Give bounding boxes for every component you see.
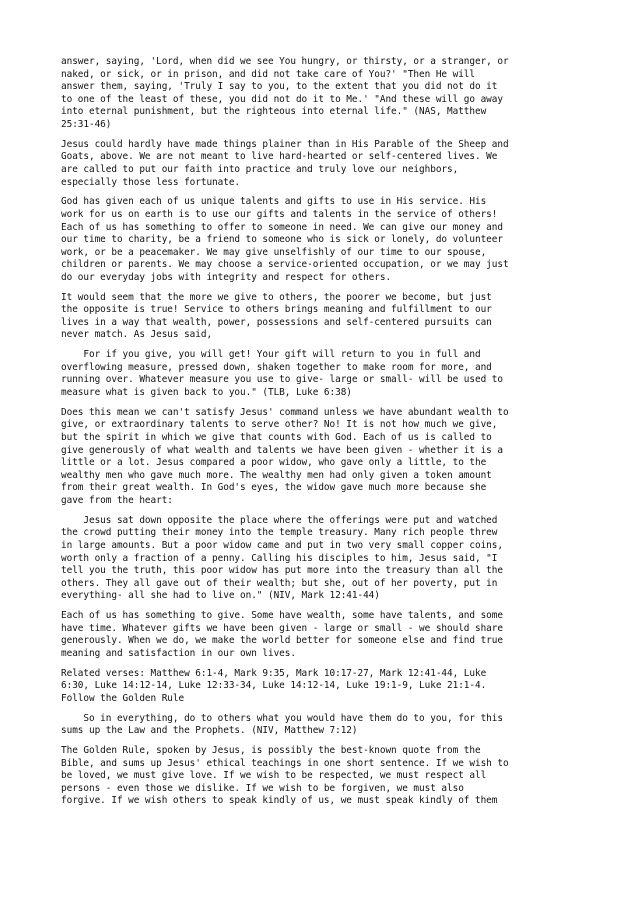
text-line: 6:30, Luke 14:12-14, Luke 12:33-34, Luke 14:12-14, Luke 19:1-9, Luke 21:1-4.	[61, 680, 487, 692]
text-line: running over. Whatever measure you use to give- large or small- will be used to	[61, 374, 503, 386]
text-line: Jesus could hardly have made things plainer than in His Parable of the Sheep and	[61, 138, 509, 150]
text-line: into eternal punishment, but the righteous into eternal life." (NAS, Matthew	[61, 106, 487, 118]
text-line: Each of us has something to give. Some have wealth, some have talents, and some	[61, 610, 503, 622]
text-line: the crowd putting their money into the temple treasury. Many rich people threw	[61, 527, 498, 539]
text-line: children or parents. We may choose a service-oriented occupation, or we may just	[61, 259, 509, 271]
text-line: answer them, saying, 'Truly I say to you, to the extent that you did not do it	[61, 81, 498, 93]
text-line: sums up the Law and the Prophets. (NIV, Matthew 7:12)	[61, 725, 358, 737]
text-line: answer, saying, 'Lord, when did we see You hungry, or thirsty, or a stranger, or	[61, 56, 509, 67]
text-line: naked, or sick, or in prison, and did not take care of You?' "Then He will	[61, 68, 475, 80]
text-line: give generously of what wealth and talents we have been given - whether it is a	[61, 444, 503, 456]
text-line: never match. As Jesus said,	[61, 329, 213, 341]
text-line: It would seem that the more we give to others, the poorer we become, but just	[61, 291, 492, 303]
text-line: forgive. If we wish others to speak kindly of us, we must speak kindly of them	[61, 795, 498, 807]
text-line: God has given each of us unique talents and gifts to use in His service. His	[61, 196, 487, 208]
text-line: So in everything, do to others what you would have them do to you, for this	[61, 712, 503, 724]
text-line: be loved, we must give love. If we wish to be respected, we must respect all	[61, 770, 487, 782]
text-line: persons - even those we dislike. If we wish to be forgiven, we must also	[61, 782, 464, 794]
paragraph-talents-gifts	[61, 196, 581, 284]
text-line: especially those less fortunate.	[61, 176, 241, 188]
text-line: from their great wealth. In God's eyes, the widow gave much more because she	[61, 482, 487, 494]
text-line: lives in a way that wealth, power, possessions and self-centered pursuits can	[61, 316, 492, 328]
text-line: give, or extraordinary talents to serve other? No! It is not how much we give,	[61, 419, 498, 431]
paragraph-parable-quote	[61, 56, 581, 132]
text-line: do our everyday jobs with integrity and respect for others.	[61, 271, 392, 283]
paragraph-related-verses	[61, 668, 581, 706]
text-line: meaning and satisfaction in our own lives.	[61, 647, 296, 659]
text-line: gave from the heart:	[61, 494, 173, 506]
text-line: wealthy men who gave much more. The wealthy men had only given a token amount	[61, 469, 492, 481]
text-line: The Golden Rule, spoken by Jesus, is possibly the best-known quote from the	[61, 744, 481, 756]
paragraph-widow-intro	[61, 407, 581, 508]
paragraph-service-meaning	[61, 292, 581, 342]
text-line: Bible, and sums up Jesus' ethical teachings in one short sentence. If we wish to	[61, 757, 509, 769]
text-line: little or a lot. Jesus compared a poor widow, who gave only a little, to the	[61, 457, 487, 469]
paragraph-sheep-goats	[61, 139, 581, 189]
text-line: Each of us has something to offer to someone in need. We can give our money and	[61, 221, 503, 233]
text-line: in large amounts. But a poor widow came and put in two very small copper coins,	[61, 539, 503, 551]
text-line: but the spirit in which we give that counts with God. Each of us is called to	[61, 431, 492, 443]
text-line: For if you give, you will get! Your gift will return to you in full and	[61, 349, 481, 361]
text-line: Follow the Golden Rule	[61, 692, 185, 704]
text-line: overflowing measure, pressed down, shaken together to make room for more, and	[61, 361, 492, 373]
paragraph-mark-quote	[61, 515, 581, 603]
text-line: worth only a fraction of a penny. Calling his disciples to him, Jesus said, "I	[61, 552, 498, 564]
paragraph-golden-rule	[61, 745, 581, 808]
text-line: Does this mean we can't satisfy Jesus' command unless we have abundant wealth to	[61, 406, 509, 418]
text-line: measure what is given back to you." (TLB, Luke 6:38)	[61, 387, 352, 398]
text-line: generously. When we do, we make the world better for someone else and find true	[61, 635, 503, 647]
document-page	[61, 56, 581, 815]
text-line: tell you the truth, this poor widow has put more into the treasury than all the	[61, 565, 503, 577]
text-line: our time to charity, be a friend to someone who is sick or lonely, do volunteer	[61, 234, 503, 246]
text-line: Jesus sat down opposite the place where the offerings were put and watched	[61, 514, 498, 526]
paragraph-golden-rule-quote	[61, 713, 581, 738]
text-line: have time. Whatever gifts we have been given - large or small - we should share	[61, 622, 503, 634]
text-line: work, or be a peacemaker. We may give unselfishly of our time to our spouse,	[61, 246, 487, 258]
text-line: Goats, above. We are not meant to live hard-hearted or self-centered lives. We	[61, 151, 498, 163]
paragraph-luke-quote	[61, 349, 581, 399]
text-line: are called to put our faith into practice and truly love our neighbors,	[61, 163, 459, 175]
text-line: everything- all she had to live on." (NIV, Mark 12:41-44)	[61, 590, 380, 602]
text-line: Related verses: Matthew 6:1-4, Mark 9:35, Mark 10:17-27, Mark 12:41-44, Luke	[61, 667, 487, 679]
text-line: 25:31-46)	[61, 118, 112, 130]
text-line: to one of the least of these, you did not do it to Me.' "And these will go away	[61, 93, 503, 105]
text-line: work for us on earth is to use our gifts and talents in the service of others!	[61, 208, 498, 220]
text-line: others. They all gave out of their wealth; but she, out of her poverty, put in	[61, 577, 498, 589]
text-line: the opposite is true! Service to others brings meaning and fulfillment to our	[61, 304, 492, 316]
paragraph-something-to-give	[61, 610, 581, 660]
